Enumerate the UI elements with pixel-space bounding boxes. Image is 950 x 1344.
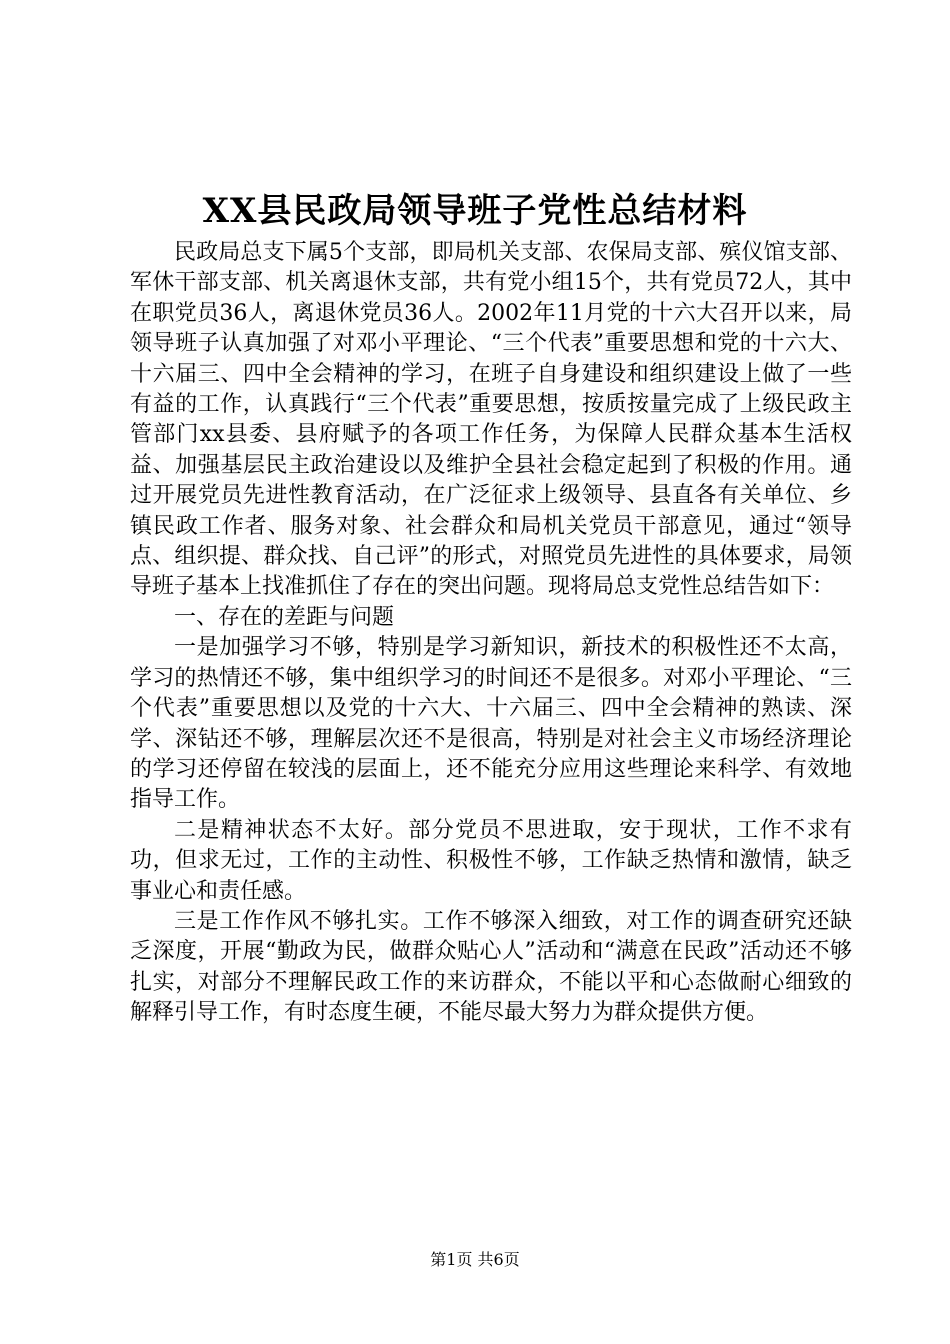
paragraph-issue-2: 二是精神状态不太好。部分党员不思进取，安于现状，工作不求有功，但求无过，工作的主动性、积极性不够，工作缺乏热情和激情，缺乏事业心和责任感。 [130, 817, 852, 904]
section-heading: 一、存在的差距与问题 [174, 604, 395, 630]
document-title: XX县民政局领导班子党性总结材料 [202, 191, 748, 231]
paragraph-intro: 民政局总支下属5个支部，即局机关支部、农保局支部、殡仪馆支部、军休干部支部、机关离退休支部，共有党小组15个，共有党员72人，其中在职党员36人，离退休党员36人。2002年11月党的十六大召开以来，局领导班子认真加强了对邓小平理论、“三个代表”重要思想和党的十六大、十六届三、四中全会精神的学习，在班子自身建设和组织建设上做了一些有益的工作，认真践行“三个代表”重要思想，按质按量完成了上级民政主管部门xx县委、县府赋予的各项工作任务，为保障人民群众基本生活权益、加强基层民主政治建设以及维护全县社会稳定起到了积极的作用。通过开展党员先进性教育活动，在广泛征求上级领导、县直各有关单位、乡镇民政工作者、服务对象、社会群众和局机关党员干部意见，通过“领导点、组织提、群众找、自己评”的形式，对照党员先进性的具体要求，局领导班子基本上找准抓住了存在的突出问题。现将局总支党性总结告如下： [130, 240, 852, 600]
document-body [130, 238, 852, 1029]
paragraph-issue-3: 三是工作作风不够扎实。工作不够深入细致，对工作的调查研究还缺乏深度，开展“勤政为民，做群众贴心人”活动和“满意在民政”活动还不够扎实，对部分不理解民政工作的来访群众，不能以平和心态做耐心细致的解释引导工作，有时态度生硬，不能尽最大努力为群众提供方便。 [130, 908, 852, 1026]
paragraph-issue-1: 一是加强学习不够，特别是学习新知识，新技术的积极性还不太高，学习的热情还不够，集中组织学习的时间还不是很多。对邓小平理论、“三个代表”重要思想以及党的十六大、十六届三、四中全会精神的熟读、深学、深钻还不够，理解层次还不是很高，特别是对社会主义市场经济理论的学习还停留在较浅的层面上，还不能充分应用这些理论来科学、有效地指导工作。 [130, 635, 852, 813]
page-footer: 第1页 共6页 [430, 1250, 520, 1269]
